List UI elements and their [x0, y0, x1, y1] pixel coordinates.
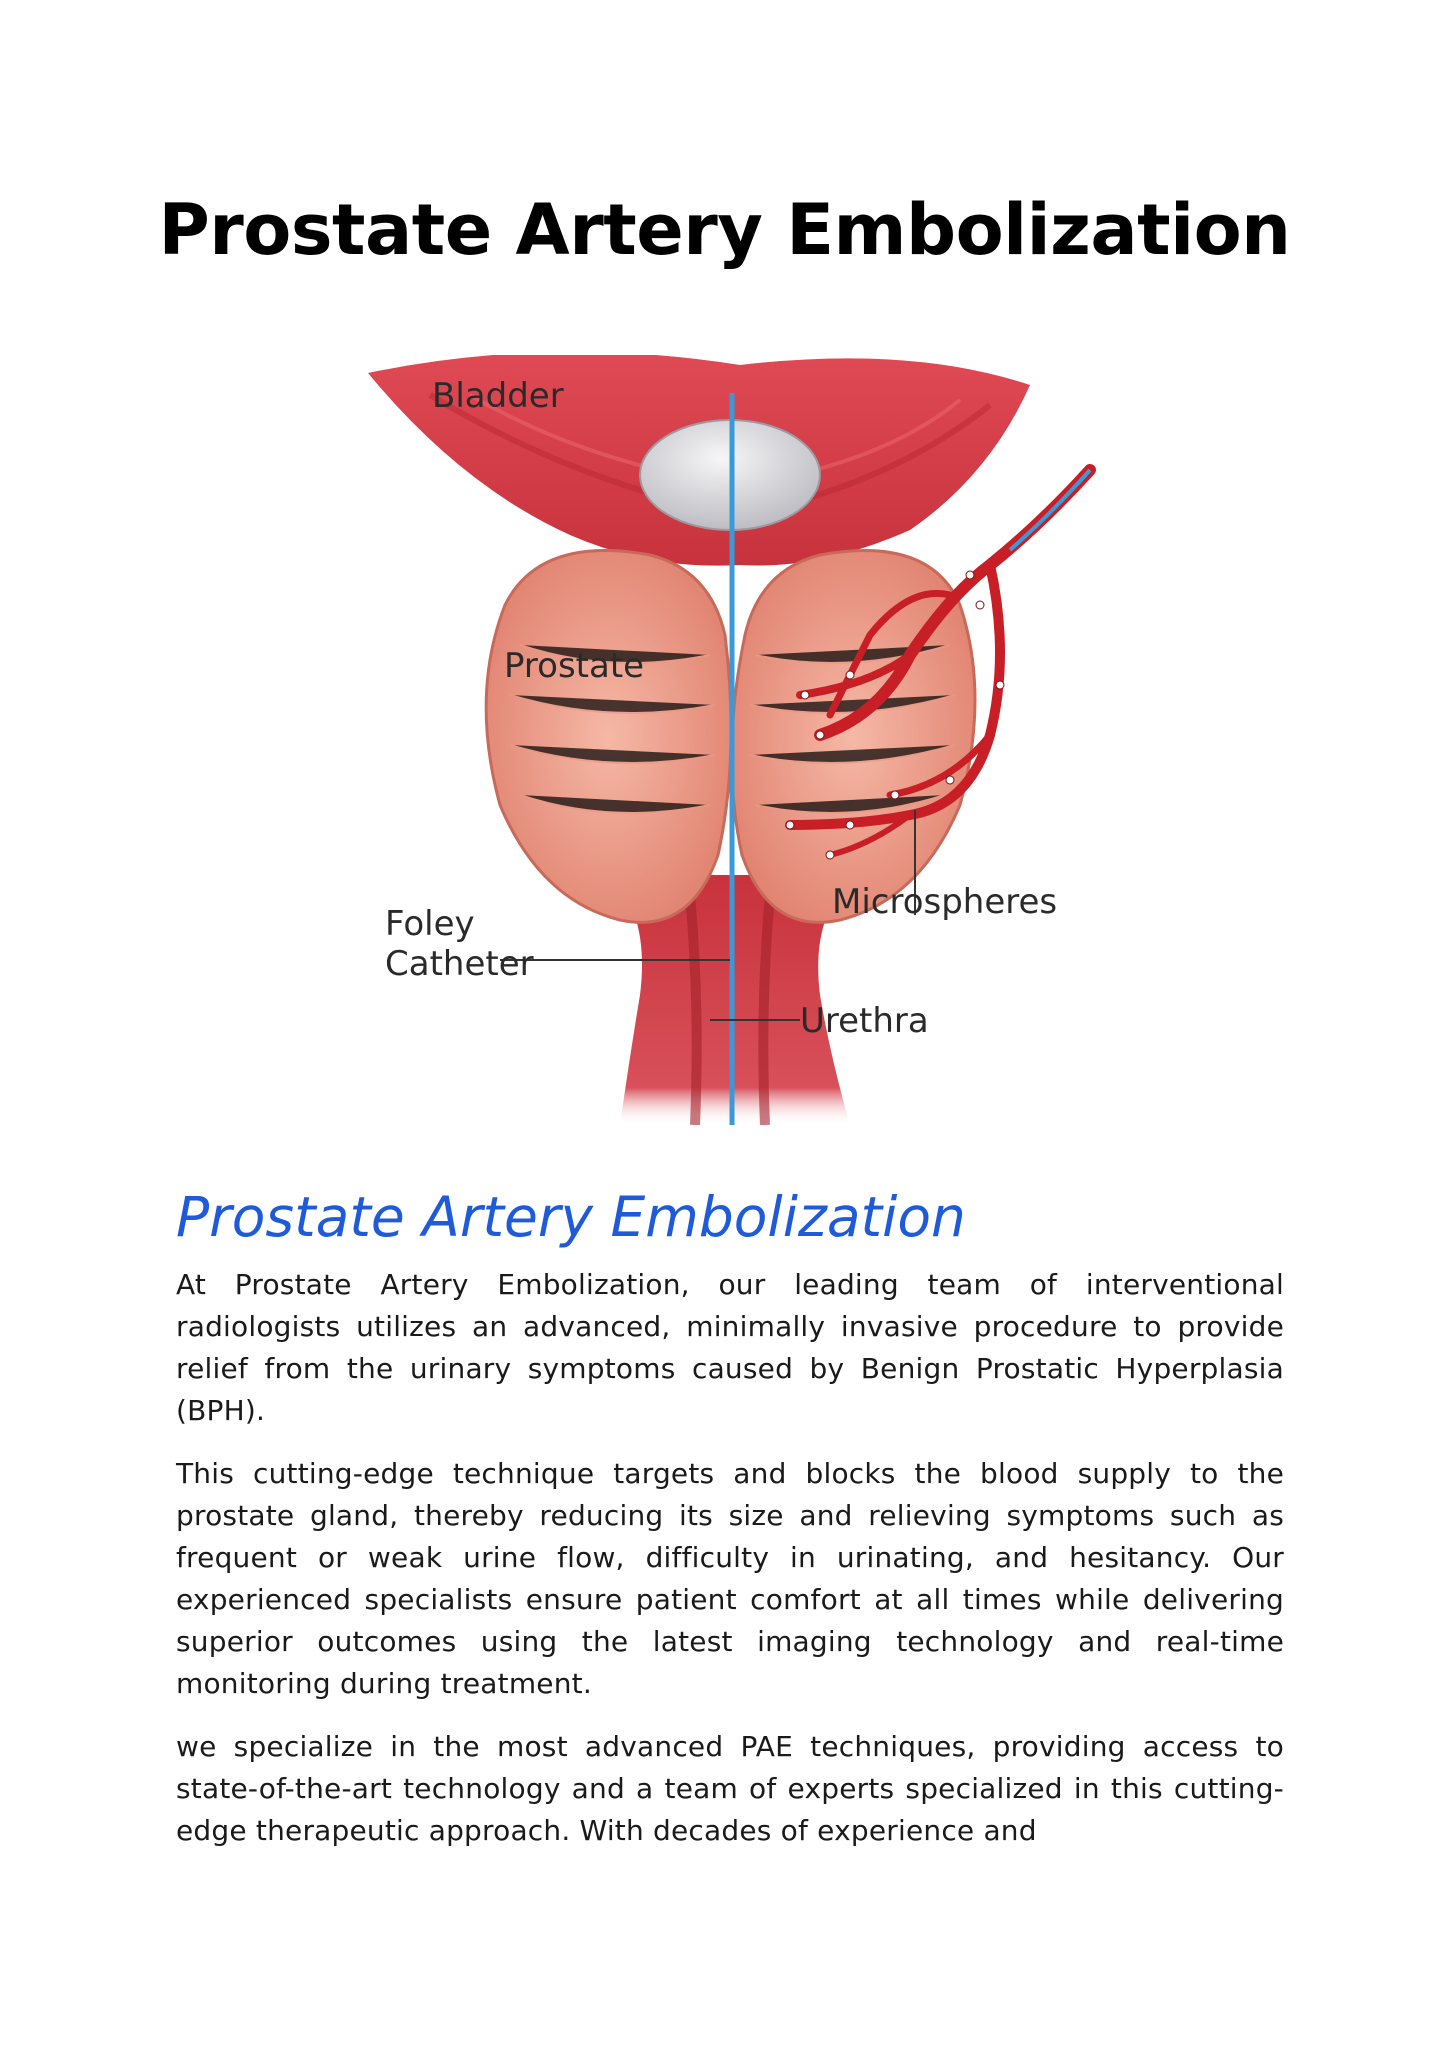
- bladder-label: Bladder: [432, 376, 564, 416]
- urethra-label: Urethra: [800, 1001, 929, 1041]
- prostate-anatomy-illustration: [350, 355, 1120, 1125]
- foley-catheter-label-line1: Foley: [385, 904, 475, 944]
- page-title: Prostate Artery Embolization: [158, 189, 1291, 271]
- body-paragraph-3-container: [176, 1726, 1284, 1872]
- body-paragraph: At Prostate Artery Embolization, our leading team of interventional radiologists utilizes an advanced, minimally invasive procedure to provide relief from the urinary symptoms caused by Benign Prostatic Hyperplasia (BPH).: [176, 1268, 1284, 1427]
- body-paragraph-2-container: [176, 1453, 1284, 1725]
- catheter-tip-in-artery: [1010, 470, 1090, 550]
- prostate-label: Prostate: [504, 646, 645, 686]
- body-paragraph-1-container: [176, 1264, 1284, 1452]
- body-paragraph: This cutting-edge technique targets and blocks the blood supply to the prostate gland, thereby reducing its size and relieving symptoms such as frequent or weak urine flow, difficulty in urinating, and hesitancy. Our experienced specialists ensure patient comfort at all times while delivering superior outcomes using the latest imaging technology and real-time monitoring during treatment.: [176, 1457, 1284, 1700]
- section-heading: Prostate Artery Embolization: [176, 1185, 966, 1249]
- foley-catheter-label-line2: Catheter: [385, 944, 534, 984]
- microspheres-label: Microspheres: [832, 882, 1058, 922]
- body-paragraph: we specialize in the most advanced PAE techniques, providing access to state-of-the-art technology and a team of experts specialized in this cutting-edge therapeutic approach. With decades of experience and: [176, 1730, 1284, 1847]
